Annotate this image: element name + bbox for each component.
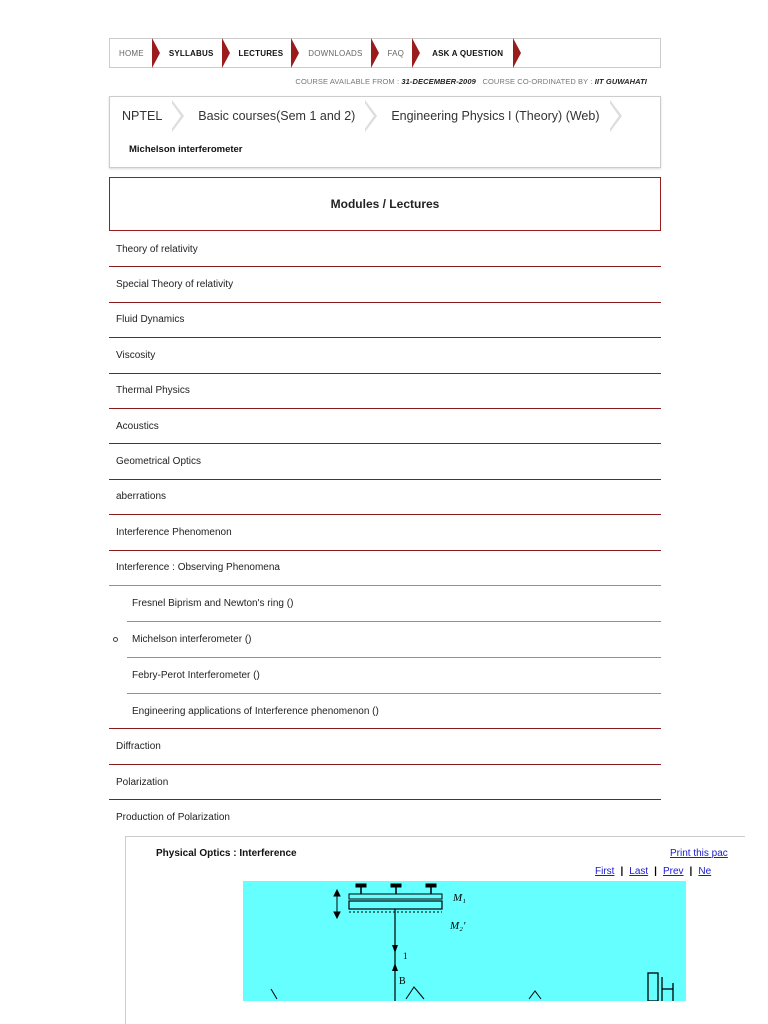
module-item[interactable]: Thermal Physics <box>109 374 661 409</box>
nav-faq[interactable]: FAQ <box>387 48 405 58</box>
module-item[interactable]: Polarization <box>109 765 661 800</box>
module-item[interactable]: Theory of relativity <box>109 232 661 267</box>
pager-first[interactable]: First <box>595 866 615 877</box>
label-beam-1: 1 <box>403 951 408 961</box>
course-info <box>109 77 647 86</box>
nav-arrow-icon <box>371 38 379 68</box>
nav-arrow-icon <box>412 38 420 68</box>
pager-sep: | <box>689 866 693 877</box>
nav-arrow-icon <box>152 38 160 68</box>
breadcrumb-course[interactable]: Engineering Physics I (Theory) (Web) <box>391 109 600 123</box>
nav-home[interactable]: HOME <box>119 48 144 58</box>
detector-icon <box>648 973 673 1001</box>
module-item[interactable]: Viscosity <box>109 338 661 373</box>
nav-lectures[interactable]: LECTURES <box>238 48 284 58</box>
module-item[interactable]: Fluid Dynamics <box>109 303 661 338</box>
diagram-svg <box>243 881 686 1001</box>
available-label: COURSE AVAILABLE FROM : <box>295 77 400 86</box>
pager-prev[interactable]: Prev <box>662 866 684 877</box>
diagram-shape <box>529 991 541 999</box>
breadcrumb-chevron-icon <box>610 97 624 135</box>
content-title: Physical Optics : Interference <box>156 848 297 859</box>
lecture-item[interactable]: Febry-Perot Interferometer () <box>127 658 661 694</box>
module-item[interactable]: Diffraction <box>109 729 661 764</box>
breadcrumb-nptel[interactable]: NPTEL <box>122 109 163 123</box>
available-date: 31-DECEMBER-2009 <box>401 77 476 86</box>
michelson-diagram <box>243 881 686 1001</box>
module-item[interactable]: Special Theory of relativity <box>109 267 661 302</box>
nav-arrow-icon <box>222 38 230 68</box>
mirror-m1 <box>349 894 442 899</box>
module-item[interactable]: Acoustics <box>109 409 661 444</box>
lecture-item-label: Michelson interferometer () <box>132 633 252 645</box>
module-item-expanded[interactable]: Interference : Observing Phenomena <box>109 551 661 586</box>
lecture-item[interactable]: Engineering applications of Interference phenomenon () <box>109 694 661 730</box>
nav-syllabus[interactable]: SYLLABUS <box>168 48 214 58</box>
pager-sep: | <box>620 866 624 877</box>
label-m1: M₁ <box>453 892 466 904</box>
mirror-screws <box>356 884 436 894</box>
module-list <box>109 232 661 836</box>
beam-arrow-icon <box>392 963 398 971</box>
lecture-item[interactable]: Fresnel Biprism and Newton's ring () <box>127 586 661 622</box>
breadcrumb-chevron-icon <box>365 97 379 135</box>
double-arrow-icon <box>334 890 340 918</box>
module-item[interactable]: Production of Polarization <box>116 812 230 824</box>
diagram-shape <box>406 987 424 999</box>
nav-ask-question[interactable]: ASK A QUESTION <box>432 48 504 58</box>
pager-next[interactable]: Ne <box>698 866 712 877</box>
pager-sep: | <box>654 866 657 877</box>
module-item[interactable]: Interference Phenomenon <box>109 515 661 550</box>
module-item[interactable]: Geometrical Optics <box>109 444 661 479</box>
breadcrumb <box>109 96 661 168</box>
breadcrumb-chevron-icon <box>172 97 186 135</box>
breadcrumb-basic-courses[interactable]: Basic courses(Sem 1 and 2) <box>198 109 356 123</box>
beam-arrow-icon <box>392 945 398 953</box>
mirror-m1-base <box>349 901 442 909</box>
coordinator: IIT GUWAHATI <box>594 77 647 86</box>
nav-arrow-icon <box>291 38 299 68</box>
module-item[interactable]: aberrations <box>109 480 661 515</box>
print-page-link[interactable]: Print this pac <box>670 848 728 859</box>
lecture-content-frame <box>125 836 745 1024</box>
breadcrumb-current: Michelson interferometer <box>129 144 243 155</box>
label-m2: M₂' <box>450 920 466 932</box>
lecture-item-active[interactable] <box>127 622 661 658</box>
diagram-shape <box>271 989 277 999</box>
nav-downloads[interactable]: DOWNLOADS <box>308 48 363 58</box>
active-bullet-icon <box>113 637 118 642</box>
pager <box>595 866 711 877</box>
modules-heading: Modules / Lectures <box>109 177 661 231</box>
coordinated-label: COURSE CO-ORDINATED BY : <box>482 77 593 86</box>
pager-last[interactable]: Last <box>629 866 649 877</box>
top-nav <box>109 38 661 68</box>
label-b: B <box>399 976 406 987</box>
nav-arrow-icon <box>513 38 521 68</box>
